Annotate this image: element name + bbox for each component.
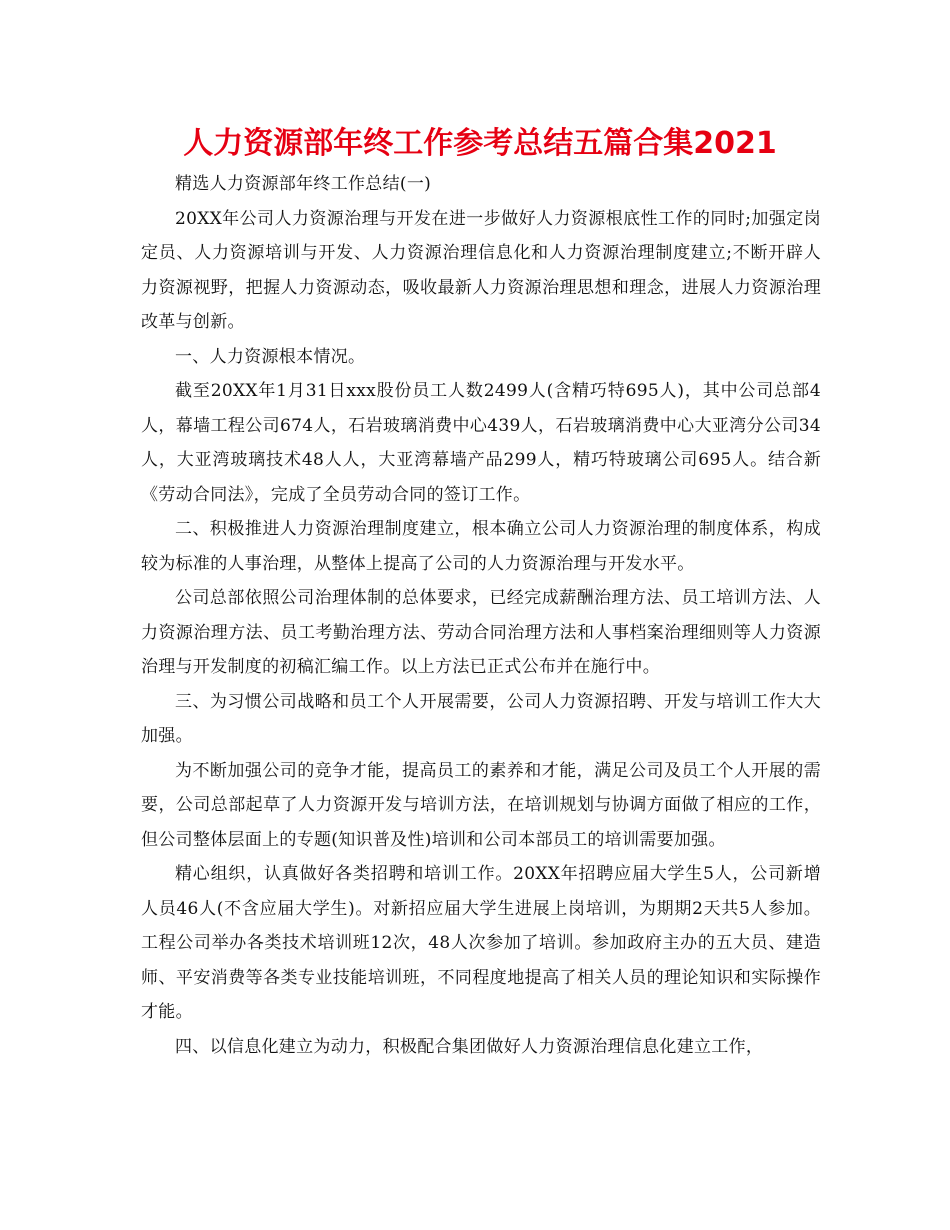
paragraph: 一、人力资源根本情况。 (175, 346, 366, 367)
document-title: 人力资源部年终工作参考总结五篇合集2021 (183, 126, 777, 161)
paragraph: 精心组织，认真做好各类招聘和培训工作。20XX年招聘应届大学生5人，公司新增人员46人(不含应届大学生)。对新招应届大学生进展上岗培训，为期期2天共5人参加。工程公司举办各类技术培训班12次，48人次参加了培训。参加政府主办的五大员、建造师、平安消费等各类专业技能培训班，不同程度地提高了相关人员的理论知识和实际操作才能。 (141, 864, 821, 1022)
paragraph: 为不断加强公司的竞争才能，提高员工的素养和才能，满足公司及员工个人开展的需要，公司总部起草了人力资源开发与培训方法，在培训规划与协调方面做了相应的工作，但公司整体层面上的专题(知识普及性)培训和公司本部员工的培训需要加强。 (141, 760, 821, 850)
document-body (141, 167, 821, 1064)
paragraph: 四、以信息化建立为动力，积极配合集团做好人力资源治理信息化建立工作， (175, 1036, 764, 1057)
paragraph: 三、为习惯公司战略和员工个人开展需要，公司人力资源招聘、开发与培训工作大大加强。 (141, 691, 821, 746)
paragraph-subtitle: 精选人力资源部年终工作总结(一) (175, 174, 432, 194)
paragraph: 20XX年公司人力资源治理与开发在进一步做好人力资源根底性工作的同时;加强定岗定员、人力资源培训与开发、人力资源治理信息化和人力资源治理制度建立;不断开辟人力资源视野，把握人力资源动态，吸收最新人力资源治理思想和理念，进展人力资源治理改革与创新。 (141, 208, 821, 332)
paragraph: 公司总部依照公司治理体制的总体要求，已经完成薪酬治理方法、员工培训方法、人力资源治理方法、员工考勤治理方法、劳动合同治理方法和人事档案治理细则等人力资源治理与开发制度的初稿汇编工作。以上方法已正式公布并在施行中。 (141, 588, 821, 677)
paragraph: 截至20XX年1月31日xxx股份员工人数2499人(含精巧特695人)，其中公司总部4人，幕墙工程公司674人，石岩玻璃消费中心439人，石岩玻璃消费中心大亚湾分公司34人，大亚湾玻璃技术48人人，大亚湾幕墙产品299人，精巧特玻璃公司695人。结合新《劳动合同法》，完成了全员劳动合同的签订工作。 (141, 381, 821, 505)
paragraph: 二、积极推进人力资源治理制度建立，根本确立公司人力资源治理的制度体系，构成较为标准的人事治理，从整体上提高了公司的人力资源治理与开发水平。 (141, 519, 821, 574)
